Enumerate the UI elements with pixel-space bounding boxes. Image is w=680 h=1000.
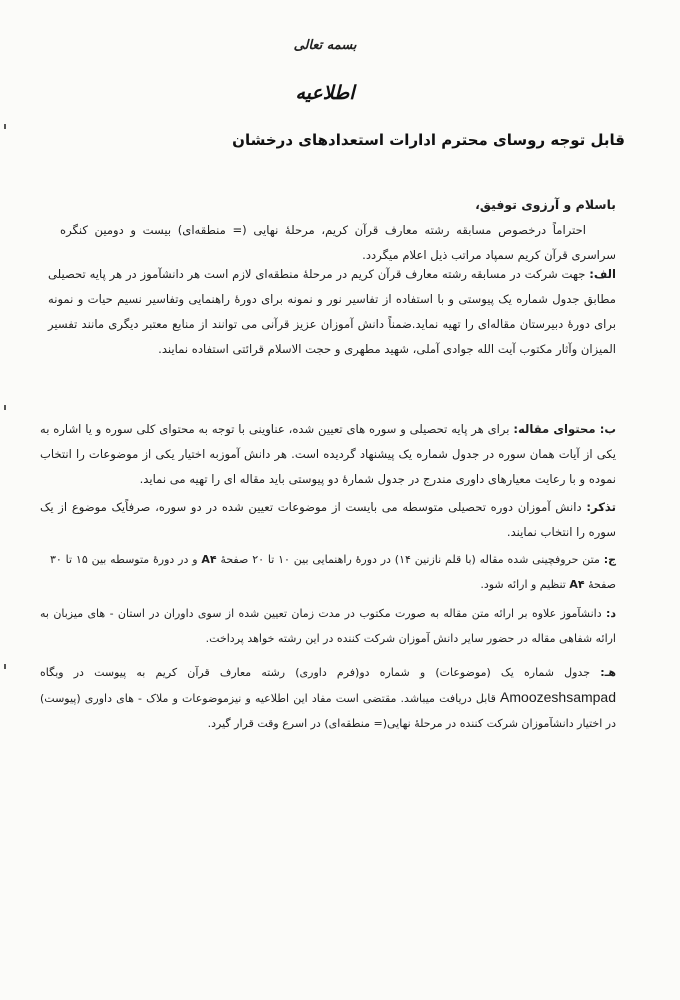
section-be-text: برای هر پایه تحصیلی و سوره های تعیین شده، عناوینی با توجه به محتوای کلی سوره و یا اشاره به یکی از آیات همان سوره در جدول شماره یک پیشنهاد گردیده است. هر دانش آموزبه اختیار یکی از موضوعات را انتخاب نموده و با رعایت معیارهای داوری مندرج در جدول شمارۀ دو پیوستی باید مقاله ای را تهیه می نماید. [40,422,616,486]
section-he-text-1: جدول شماره یک (موضوعات) و شماره دو(فرم داوری) رشته معارف قرآن کریم به پیوست در وبگاه [40,666,591,679]
website-name: Amoozeshsampad [500,689,616,705]
section-jim-text-3: تنظیم و ارائه شود. [480,578,566,591]
section-be [40,417,616,492]
section-he [40,660,616,736]
section-dal-label: د: [605,607,616,620]
section-he-text-2: قابل دریافت میباشد. مقتضی است مفاد این اطلاعیه و نیزموضوعات و ملاک - های داوری (پیوست) در اختیار دانشآموزان شرکت کننده در مرحلۀ نهایی(= منطقه‌ای) در اسرع وقت قرار گیرد. [40,692,616,730]
section-jim-label: ج: [603,553,617,566]
announcement-title: اطلاعیه [295,82,355,104]
section-alef [48,262,616,362]
margin-mark [4,664,6,669]
section-be-label: ب: محتوای مقاله: [513,422,616,436]
greeting-title: باسلام و آرزوی توفیق، [475,197,616,212]
section-alef-label: الف: [589,267,616,281]
bismillah-heading: بسمه تعالی [293,38,357,53]
addressee-line: قابل توجه روسای محترم ادارات استعدادهای درخشان [232,131,625,149]
section-jim-text-2: و در دورۀ متوسطه بین ۱۵ تا ۳۰ صفحۀ [50,553,616,591]
greeting-text: احتراماً درخصوص مسابقه رشته معارف قرآن کریم، مرحلۀ نهایی (= منطقه‌ای) بیست و دومین کنگره سراسری قرآن کریم سمپاد مراتب ذیل اعلام میگردد. [60,223,616,262]
section-dal [40,601,616,651]
margin-mark [4,124,6,129]
margin-mark [4,405,6,410]
page-format-a4: A۴ [201,553,217,566]
page-format-a4: A۴ [569,578,585,591]
section-tazakor-text: دانش آموزان دوره تحصیلی متوسطه می بایست از موضوعات تعیین شده در دو سوره، صرفاًیک موضوع از یک سوره را انتخاب نمایند. [40,500,616,539]
section-alef-text: جهت شرکت در مسابقه رشته معارف قرآن کریم در مرحلۀ منطقه‌ای لازم است هر دانشآموز در هر پایه تحصیلی مطابق جدول شماره یک پیوستی و با استفاده از تفاسیر نور و نمونه برای دورۀ راهنمایی وتفاسیر نسیم حیات و نمونه برای دورۀ دبیرستان مقاله‌ای را تهیه نماید.ضمناً دانش آموزان عزیز قرآنی می توانند از منابع معتبر دیگری مانند تفسیر المیزان وآثار مکتوب آیت الله جوادی آملی، شهید مطهری و حجت الاسلام قرائتی استفاده نمایند. [48,267,616,356]
greeting-paragraph [60,192,616,268]
section-jim-text-1: متن حروفچینی شده مقاله (با قلم نازنین ۱۴) در دورۀ راهنمایی بین ۱۰ تا ۲۰ صفحۀ [220,553,600,566]
section-jim [50,547,616,597]
section-dal-text: دانشآموز علاوه بر ارائه متن مقاله به صورت مکتوب در مدت زمان تعیین شده از سوی داوران در استان - های میزبان به ارائه شفاهی مقاله در حضور سایر دانش آموزان شرکت کننده در این رشته خواهد پرداخت. [40,607,616,645]
section-tazakor-label: تذکر: [586,500,616,514]
section-tazakor [40,495,616,545]
section-he-label: هـ: [600,666,616,679]
